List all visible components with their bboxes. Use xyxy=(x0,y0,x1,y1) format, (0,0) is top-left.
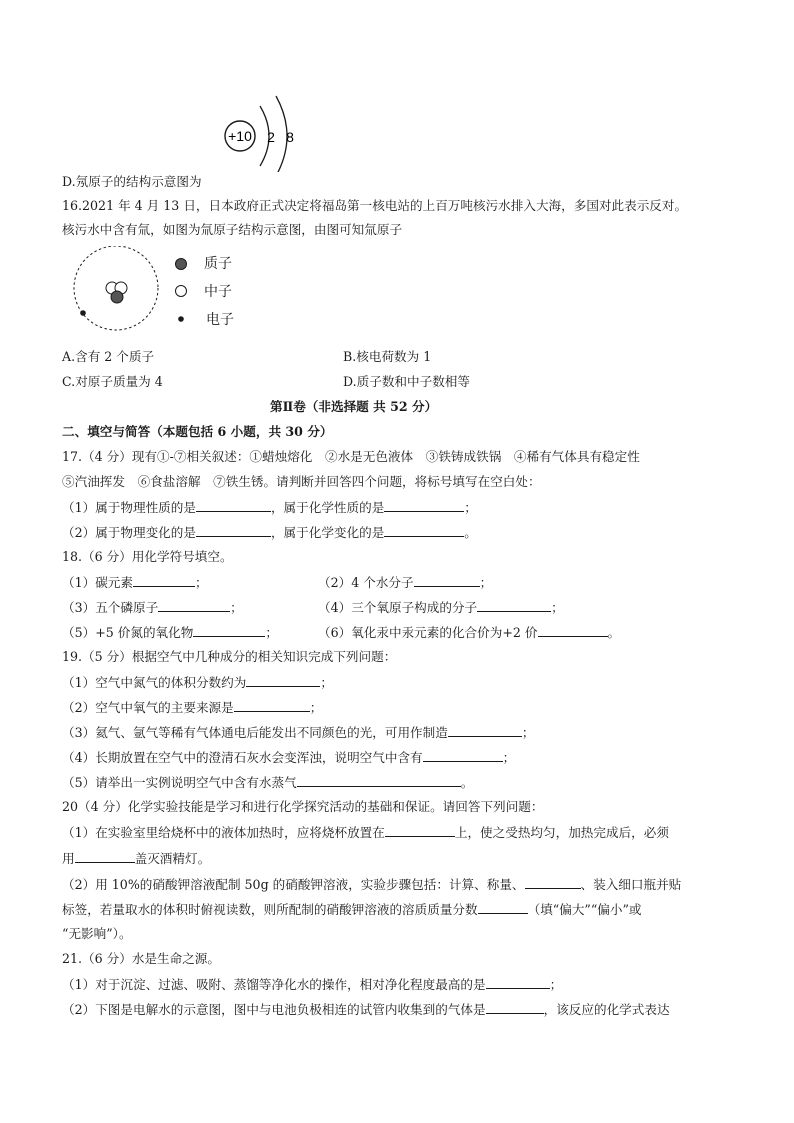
answer-blank[interactable] xyxy=(75,849,135,863)
q18-item-2: （2）4 个水分子 ； xyxy=(318,575,493,590)
q16-option-a: A.含有 2 个质子 xyxy=(62,349,155,364)
answer-blank[interactable] xyxy=(384,498,464,512)
q20-item-2-line-3: “无影响”）。 xyxy=(62,926,132,941)
q17-item-2: （2）属于物理变化的是 ，属于化学变化的是 。 xyxy=(62,525,477,540)
q20-item-2-line-1: （2）用 10%的硝酸钾溶液配制 50g 的硝酸钾溶液，实验步骤包括：计算、称量、 、装入细口瓶并贴 xyxy=(62,877,682,892)
answer-blank[interactable] xyxy=(384,523,464,537)
neon-nucleus-label: +10 xyxy=(228,128,252,144)
answer-blank[interactable] xyxy=(193,623,265,637)
option-15-d: D.氖原子的结构示意图为 xyxy=(62,174,202,189)
q18-item-5: （5）+5 价氮的氧化物 ； xyxy=(62,625,278,640)
q18-item-1: （1）碳元素 ； xyxy=(62,575,208,590)
q19-item-4: （4）长期放置在空气中的澄清石灰水会变浑浊，说明空气中含有 ； xyxy=(62,750,516,765)
section2-title: 二、填空与简答（本题包括 6 小题，共 30 分） xyxy=(62,424,333,439)
q18-stem: 18.（6 分）用化学符号填空。 xyxy=(62,549,233,564)
q20-item-1-line-1: （1）在实验室里给烧杯中的液体加热时，应将烧杯放置在 上，使之受热均匀，加热完成后，必须 xyxy=(62,825,669,840)
q16-option-b: B.核电荷数为 1 xyxy=(343,349,432,364)
q21-item-1: （1）对于沉淀、过滤、吸附、蒸馏等净化水的操作，相对净化程度最高的是 ； xyxy=(62,977,563,992)
answer-blank[interactable] xyxy=(478,900,528,914)
q19-item-2: （2）空气中氧气的主要来源是 ； xyxy=(62,700,323,715)
answer-blank[interactable] xyxy=(246,673,320,687)
neon-shell1-count: 2 xyxy=(267,129,275,145)
q18-item-6: （6）氧化汞中汞元素的化合价为+2 价 。 xyxy=(318,625,621,640)
q20-stem: 20（4 分）化学实验技能是学习和进行化学探究活动的基础和保证。请回答下列问题： xyxy=(62,799,544,814)
answer-blank[interactable] xyxy=(158,598,230,612)
answer-blank[interactable] xyxy=(196,523,271,537)
neon-shell2-count: 8 xyxy=(286,129,294,145)
q19-stem: 19.（5 分）根据空气中几种成分的相关知识完成下列问题： xyxy=(62,649,397,664)
legend-electron-label: 电子 xyxy=(206,312,234,328)
answer-blank[interactable] xyxy=(385,823,455,837)
neon-atom-diagram xyxy=(218,92,308,172)
q21-stem: 21.（6 分）水是生命之源。 xyxy=(62,951,220,966)
answer-blank[interactable] xyxy=(486,1000,544,1014)
part2-title: 第Ⅱ卷（非选择题 共 52 分） xyxy=(270,399,438,414)
proton xyxy=(111,291,123,303)
answer-blank[interactable] xyxy=(196,498,271,512)
q20-item-1-line-2: 用 盖灭酒精灯。 xyxy=(62,851,211,866)
q17-stem-line-2: ⑤汽油挥发 ⑥食盐溶解 ⑦铁生锈。请判断并回答四个问题，将标号填写在空白处： xyxy=(62,474,541,489)
q17-stem-line-1: 17.（4 分）现有①-⑦相关叙述：①蜡烛熔化 ②水是无色液体 ③铁铸成铁锅 ④稀有气体具有稳定性 xyxy=(62,449,640,464)
answer-blank[interactable] xyxy=(525,875,581,889)
tritium-atom-diagram xyxy=(66,246,166,334)
q16-option-c: C.对原子质量为 4 xyxy=(62,374,163,389)
q19-item-5: （5）请举出一实例说明空气中含有水蒸气 。 xyxy=(62,775,474,790)
q21-item-2: （2）下图是电解水的示意图，图中与电池负极相连的试管内收集到的气体是 ，该反应的化学式表达 xyxy=(62,1002,670,1017)
q19-item-3: （3）氦气、氩气等稀有气体通电后能发出不同颜色的光，可用作制造 ； xyxy=(62,725,535,740)
answer-blank[interactable] xyxy=(448,723,522,737)
legend-neutron-label: 中子 xyxy=(204,284,232,300)
q16-stem-line-2: 核污水中含有氚，如图为氚原子结构示意图，由图可知氚原子 xyxy=(62,222,403,237)
answer-blank[interactable] xyxy=(423,748,503,762)
answer-blank[interactable] xyxy=(297,773,461,787)
legend-neutron-icon xyxy=(173,283,189,299)
answer-blank[interactable] xyxy=(234,698,310,712)
answer-blank[interactable] xyxy=(477,598,551,612)
q16-stem-line-1: 16.2021 年 4 月 13 日，日本政府正式决定将福岛第一核电站的上百万吨核污水排入大海，多国对此表示反对。 xyxy=(62,198,688,213)
q18-item-3: （3）五个磷原子 ； xyxy=(62,600,243,615)
answer-blank[interactable] xyxy=(486,975,550,989)
legend-proton-icon xyxy=(173,256,189,272)
answer-blank[interactable] xyxy=(538,623,608,637)
legend-electron-icon xyxy=(173,311,189,327)
electron xyxy=(80,310,86,316)
q16-option-d: D.质子数和中子数相等 xyxy=(343,374,470,389)
q18-item-4: （4）三个氧原子构成的分子 ； xyxy=(318,600,564,615)
legend-proton-label: 质子 xyxy=(204,256,232,272)
q19-item-1: （1）空气中氮气的体积分数约为 ； xyxy=(62,675,333,690)
answer-blank[interactable] xyxy=(133,573,195,587)
q20-item-2-line-2: 标签，若量取水的体积时俯视读数，则所配制的硝酸钾溶液的溶质质量分数 （填“偏大”“偏小”或 xyxy=(62,902,642,917)
q17-item-1: （1）属于物理性质的是 ，属于化学性质的是 ； xyxy=(62,500,477,515)
answer-blank[interactable] xyxy=(414,573,480,587)
